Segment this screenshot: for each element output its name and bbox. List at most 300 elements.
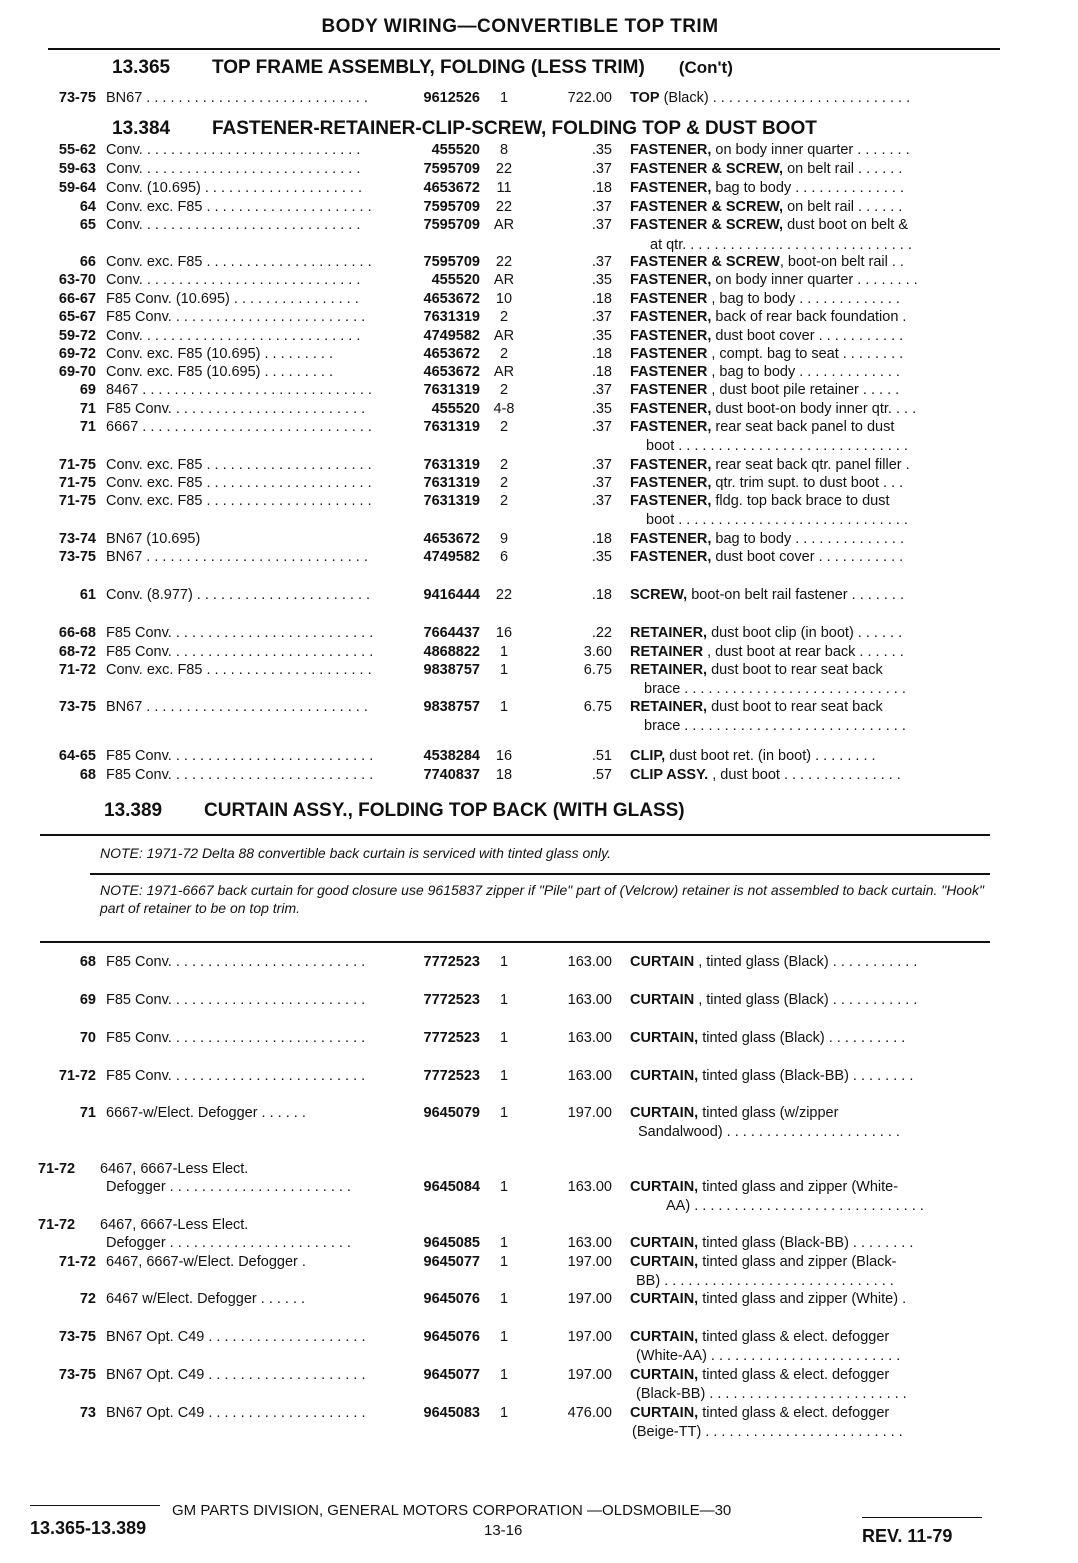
price: .51 bbox=[591, 748, 612, 764]
quantity: 1 bbox=[499, 699, 509, 715]
part-name: FASTENER, bbox=[630, 419, 712, 435]
header-rule bbox=[48, 48, 1000, 50]
part-name: FASTENER & SCREW bbox=[630, 254, 780, 270]
description-continuation: AA) . . . . . . . . . . . . . . . . . . . . . . . . . . . . . bbox=[666, 1198, 924, 1214]
price: .18 bbox=[591, 364, 612, 380]
part-number: 9416444 bbox=[423, 587, 480, 603]
table-row bbox=[0, 1253, 1000, 1271]
price: 197.00 bbox=[567, 1367, 612, 1383]
year-range: 68 bbox=[79, 767, 96, 783]
part-detail: , dust boot . . . . . . . . . . . . . . . bbox=[708, 767, 901, 783]
part-detail: on body inner quarter . . . . . . . . bbox=[711, 272, 918, 288]
quantity: 1 bbox=[499, 1030, 509, 1046]
model: F85 Conv. (10.695) . . . . . . . . . . . . . . . . bbox=[106, 291, 359, 307]
table-row bbox=[0, 271, 1000, 289]
model: BN67 (10.695) bbox=[106, 531, 201, 547]
table-row bbox=[0, 160, 1000, 178]
year-range: 73-75 bbox=[58, 90, 96, 106]
part-number: 9645076 bbox=[423, 1291, 480, 1307]
year-range: 66-67 bbox=[58, 291, 96, 307]
description bbox=[630, 1234, 998, 1252]
table-row bbox=[0, 1178, 1000, 1196]
part-name: FASTENER bbox=[630, 346, 708, 362]
part-detail: tinted glass (Black-BB) . . . . . . . . bbox=[698, 1235, 914, 1251]
part-detail: rear seat back panel to dust bbox=[711, 419, 895, 435]
description bbox=[630, 624, 998, 642]
quantity: 22 bbox=[495, 161, 513, 177]
quantity: 1 bbox=[499, 1068, 509, 1084]
part-detail: on belt rail . . . . . . bbox=[783, 161, 903, 177]
quantity: AR bbox=[493, 328, 515, 344]
part-name: TOP bbox=[630, 90, 660, 106]
year-range-prefix: 71-72 bbox=[38, 1161, 76, 1177]
table-row bbox=[0, 345, 1000, 363]
part-name: CURTAIN, bbox=[630, 1030, 699, 1046]
part-number: 7772523 bbox=[423, 1030, 480, 1046]
quantity: 1 bbox=[499, 954, 509, 970]
part-number: 7631319 bbox=[423, 475, 480, 491]
description-continuation: (Black-BB) . . . . . . . . . . . . . . . . . . . . . . . . . bbox=[636, 1386, 907, 1402]
year-range: 61 bbox=[79, 587, 96, 603]
price: .37 bbox=[591, 457, 612, 473]
description-continuation: brace . . . . . . . . . . . . . . . . . . . . . . . . . . . . bbox=[644, 718, 906, 734]
quantity: 1 bbox=[499, 1179, 509, 1195]
price: .35 bbox=[591, 401, 612, 417]
year-range: 68-72 bbox=[58, 644, 96, 660]
part-detail: dust boot clip (in boot) . . . . . . bbox=[707, 625, 903, 641]
part-name: CURTAIN, bbox=[630, 1235, 699, 1251]
table-row bbox=[0, 418, 1000, 436]
price: .37 bbox=[591, 309, 612, 325]
quantity: 8 bbox=[499, 142, 509, 158]
description bbox=[630, 216, 998, 234]
section-number: 13.389 bbox=[104, 800, 163, 821]
section-title: FASTENER-RETAINER-CLIP-SCREW, FOLDING TOP & DUST BOOT bbox=[212, 118, 817, 139]
model: 8467 . . . . . . . . . . . . . . . . . . . . . . . . . . . . . bbox=[106, 382, 372, 398]
part-number: 7595709 bbox=[423, 199, 480, 215]
part-number: 9645079 bbox=[423, 1105, 480, 1121]
price: 163.00 bbox=[567, 1068, 612, 1084]
description-continuation: brace . . . . . . . . . . . . . . . . . . . . . . . . . . . . bbox=[644, 681, 906, 697]
part-detail: , compt. bag to seat . . . . . . . . bbox=[707, 346, 904, 362]
quantity: 22 bbox=[495, 199, 513, 215]
part-number: 9838757 bbox=[423, 699, 480, 715]
part-name: FASTENER & SCREW, bbox=[630, 161, 784, 177]
quantity: 18 bbox=[495, 767, 513, 783]
description bbox=[630, 474, 998, 492]
quantity: AR bbox=[493, 272, 515, 288]
price: 6.75 bbox=[583, 662, 612, 678]
quantity: 2 bbox=[499, 419, 509, 435]
description bbox=[630, 1253, 998, 1271]
description bbox=[630, 766, 998, 784]
table-row bbox=[0, 747, 1000, 765]
year-range: 59-63 bbox=[58, 161, 96, 177]
part-number: 9645084 bbox=[423, 1179, 480, 1195]
part-detail: tinted glass (w/zipper bbox=[698, 1105, 839, 1121]
price: .35 bbox=[591, 142, 612, 158]
section-title: CURTAIN ASSY., FOLDING TOP BACK (WITH GLASS) bbox=[204, 800, 685, 821]
year-range: 73-75 bbox=[58, 1367, 96, 1383]
price: .35 bbox=[591, 272, 612, 288]
part-detail: tinted glass & elect. defogger bbox=[698, 1367, 890, 1383]
description-continuation: boot . . . . . . . . . . . . . . . . . . . . . . . . . . . . . bbox=[646, 512, 908, 528]
part-number: 4749582 bbox=[423, 328, 480, 344]
description bbox=[630, 308, 998, 326]
part-detail: tinted glass and zipper (Black- bbox=[698, 1254, 897, 1270]
part-number: 7595709 bbox=[423, 217, 480, 233]
part-name: RETAINER bbox=[630, 644, 704, 660]
part-detail: boot-on belt rail fastener . . . . . . . bbox=[687, 587, 905, 603]
part-detail: , boot-on belt rail . . bbox=[779, 254, 904, 270]
price: .37 bbox=[591, 419, 612, 435]
year-range: 64-65 bbox=[58, 748, 96, 764]
year-range: 71 bbox=[79, 1105, 96, 1121]
part-detail: (Black) . . . . . . . . . . . . . . . . . . . . . . . . . bbox=[659, 90, 911, 106]
part-name: CLIP ASSY. bbox=[630, 767, 709, 783]
description bbox=[630, 160, 998, 178]
part-number: 7772523 bbox=[423, 1068, 480, 1084]
quantity: 1 bbox=[499, 662, 509, 678]
price: 197.00 bbox=[567, 1254, 612, 1270]
part-name: CURTAIN, bbox=[630, 1068, 699, 1084]
model: F85 Conv. . . . . . . . . . . . . . . . . . . . . . . . . . bbox=[106, 644, 374, 660]
description bbox=[630, 327, 998, 345]
part-number: 9645076 bbox=[423, 1329, 480, 1345]
description-continuation: BB) . . . . . . . . . . . . . . . . . . . . . . . . . . . . . bbox=[636, 1273, 894, 1289]
price: 163.00 bbox=[567, 992, 612, 1008]
model: Conv. exc. F85 (10.695) . . . . . . . . . bbox=[106, 364, 333, 380]
model: BN67 Opt. C49 . . . . . . . . . . . . . . . . . . . . bbox=[106, 1405, 366, 1421]
part-name: FASTENER & SCREW, bbox=[630, 217, 784, 233]
part-number: 7631319 bbox=[423, 457, 480, 473]
price: .18 bbox=[591, 180, 612, 196]
quantity: AR bbox=[493, 217, 515, 233]
model: BN67 . . . . . . . . . . . . . . . . . . . . . . . . . . . . bbox=[106, 699, 368, 715]
year-range: 59-64 bbox=[58, 180, 96, 196]
footer-page-number: 13-16 bbox=[484, 1522, 523, 1539]
table-row bbox=[0, 290, 1000, 308]
model: Conv. exc. F85 . . . . . . . . . . . . . . . . . . . . . bbox=[106, 457, 372, 473]
part-number: 4749582 bbox=[423, 549, 480, 565]
part-detail: bag to body . . . . . . . . . . . . . . bbox=[711, 531, 904, 547]
table-row bbox=[0, 198, 1000, 216]
table-row bbox=[0, 308, 1000, 326]
model: Conv. . . . . . . . . . . . . . . . . . . . . . . . . . . . bbox=[106, 142, 361, 158]
part-number: 455520 bbox=[431, 272, 480, 288]
model: F85 Conv. . . . . . . . . . . . . . . . . . . . . . . . . bbox=[106, 1030, 366, 1046]
year-range: 71 bbox=[79, 419, 96, 435]
part-number: 9838757 bbox=[423, 662, 480, 678]
part-name: CURTAIN bbox=[630, 992, 695, 1008]
price: .35 bbox=[591, 328, 612, 344]
description bbox=[630, 548, 998, 566]
part-number: 4653672 bbox=[423, 531, 480, 547]
price: 163.00 bbox=[567, 1030, 612, 1046]
model: F85 Conv. . . . . . . . . . . . . . . . . . . . . . . . . . bbox=[106, 767, 374, 783]
table-row bbox=[0, 141, 1000, 159]
model: Conv. exc. F85 . . . . . . . . . . . . . . . . . . . . . bbox=[106, 662, 372, 678]
table-row bbox=[0, 766, 1000, 784]
quantity: AR bbox=[493, 364, 515, 380]
part-number: 4538284 bbox=[423, 748, 480, 764]
model: F85 Conv. . . . . . . . . . . . . . . . . . . . . . . . . bbox=[106, 309, 366, 325]
page-title: BODY WIRING—CONVERTIBLE TOP TRIM bbox=[321, 16, 719, 37]
model: Conv. exc. F85 . . . . . . . . . . . . . . . . . . . . . bbox=[106, 254, 372, 270]
part-name: CURTAIN, bbox=[630, 1179, 699, 1195]
table-row bbox=[0, 1290, 1000, 1308]
year-range: 70 bbox=[79, 1030, 96, 1046]
quantity: 2 bbox=[499, 346, 509, 362]
part-detail: qtr. trim supt. to dust boot . . . bbox=[711, 475, 904, 491]
note-zipper: NOTE: 1971-6667 back curtain for good closure use 9615837 zipper if "Pile" part of (Velcrow) retainer is not assembled to back curtain. "Hook" part of retainer to be on top trim. bbox=[100, 882, 984, 916]
description-continuation: Sandalwood) . . . . . . . . . . . . . . . . . . . . . . bbox=[638, 1124, 900, 1140]
price: .37 bbox=[591, 199, 612, 215]
quantity: 1 bbox=[499, 1291, 509, 1307]
section-number: 13.365 bbox=[112, 57, 171, 78]
part-number: 7631319 bbox=[423, 419, 480, 435]
model: F85 Conv. . . . . . . . . . . . . . . . . . . . . . . . . . bbox=[106, 748, 374, 764]
part-detail: , dust boot pile retainer . . . . . bbox=[707, 382, 900, 398]
year-range: 69-72 bbox=[58, 346, 96, 362]
description bbox=[630, 1104, 998, 1122]
part-name: SCREW, bbox=[630, 587, 688, 603]
model: Defogger . . . . . . . . . . . . . . . . . . . . . . . bbox=[106, 1179, 351, 1195]
year-range: 73-74 bbox=[58, 531, 96, 547]
table-row bbox=[0, 381, 1000, 399]
price: .57 bbox=[591, 767, 612, 783]
year-range: 66 bbox=[79, 254, 96, 270]
model: F85 Conv. . . . . . . . . . . . . . . . . . . . . . . . . . bbox=[106, 625, 374, 641]
description bbox=[630, 400, 998, 418]
description-continuation: (Beige-TT) . . . . . . . . . . . . . . . . . . . . . . . . . bbox=[632, 1424, 903, 1440]
table-row bbox=[0, 456, 1000, 474]
description bbox=[630, 1178, 998, 1196]
note-rule-top bbox=[40, 834, 990, 836]
part-detail: fldg. top back brace to dust bbox=[711, 493, 890, 509]
description-continuation: at qtr. . . . . . . . . . . . . . . . . . . . . . . . . . . . . bbox=[650, 237, 912, 253]
part-name: CURTAIN, bbox=[630, 1367, 699, 1383]
footer-division: GM PARTS DIVISION, GENERAL MOTORS CORPORATION —OLDSMOBILE—30 bbox=[172, 1502, 732, 1519]
description bbox=[630, 1328, 998, 1346]
price: .22 bbox=[591, 625, 612, 641]
year-range: 71-72 bbox=[58, 662, 96, 678]
section-heading-13365 bbox=[112, 57, 733, 79]
part-name: FASTENER & SCREW, bbox=[630, 199, 784, 215]
model: Conv. (10.695) . . . . . . . . . . . . . . . . . . . . bbox=[106, 180, 362, 196]
year-range: 73 bbox=[79, 1405, 96, 1421]
footer-rule-left bbox=[30, 1505, 160, 1506]
part-name: FASTENER, bbox=[630, 272, 712, 288]
table-row bbox=[0, 991, 1000, 1009]
description-continuation: (White-AA) . . . . . . . . . . . . . . . . . . . . . . . . bbox=[636, 1348, 901, 1364]
description bbox=[630, 141, 998, 159]
part-detail: tinted glass & elect. defogger bbox=[698, 1329, 890, 1345]
part-detail: dust boot to rear seat back bbox=[707, 699, 883, 715]
part-number: 4653672 bbox=[423, 180, 480, 196]
quantity: 22 bbox=[495, 587, 513, 603]
table-row bbox=[0, 1104, 1000, 1122]
part-detail: tinted glass (Black-BB) . . . . . . . . bbox=[698, 1068, 914, 1084]
part-name: FASTENER, bbox=[630, 401, 712, 417]
footer-rule-right bbox=[862, 1517, 982, 1518]
part-detail: tinted glass & elect. defogger bbox=[698, 1405, 890, 1421]
table-row bbox=[0, 363, 1000, 381]
model: BN67 Opt. C49 . . . . . . . . . . . . . . . . . . . . bbox=[106, 1367, 366, 1383]
quantity: 2 bbox=[499, 493, 509, 509]
table-row bbox=[0, 1328, 1000, 1346]
part-detail: dust boot on belt & bbox=[783, 217, 909, 233]
part-detail: dust boot ret. (in boot) . . . . . . . . bbox=[665, 748, 876, 764]
part-number: 455520 bbox=[431, 401, 480, 417]
quantity: 2 bbox=[499, 475, 509, 491]
quantity: 1 bbox=[499, 1329, 509, 1345]
year-range: 71-75 bbox=[58, 493, 96, 509]
part-detail: , dust boot at rear back . . . . . . bbox=[703, 644, 904, 660]
year-range: 73-75 bbox=[58, 549, 96, 565]
year-range: 63-70 bbox=[58, 272, 96, 288]
price: .18 bbox=[591, 587, 612, 603]
part-detail: dust boot cover . . . . . . . . . . . bbox=[711, 328, 904, 344]
price: 163.00 bbox=[567, 954, 612, 970]
table-row bbox=[0, 698, 1000, 716]
section-number: 13.384 bbox=[112, 118, 171, 139]
table-row bbox=[0, 474, 1000, 492]
description bbox=[630, 1404, 998, 1422]
description bbox=[630, 363, 998, 381]
year-range: 71 bbox=[79, 401, 96, 417]
year-range: 73-75 bbox=[58, 699, 96, 715]
model: Conv. exc. F85 . . . . . . . . . . . . . . . . . . . . . bbox=[106, 475, 372, 491]
part-name: CURTAIN, bbox=[630, 1105, 699, 1121]
part-detail: , tinted glass (Black) . . . . . . . . . . . bbox=[694, 954, 918, 970]
part-number: 7631319 bbox=[423, 493, 480, 509]
note-rule-bottom bbox=[40, 941, 990, 943]
part-number: 455520 bbox=[431, 142, 480, 158]
description bbox=[630, 643, 998, 661]
part-number: 9645085 bbox=[423, 1235, 480, 1251]
part-detail: tinted glass and zipper (White) . bbox=[698, 1291, 907, 1307]
price: .37 bbox=[591, 382, 612, 398]
table-row bbox=[0, 586, 1000, 604]
year-range: 71-75 bbox=[58, 475, 96, 491]
description bbox=[630, 290, 998, 308]
part-detail: tinted glass (Black) . . . . . . . . . . bbox=[698, 1030, 906, 1046]
part-name: CURTAIN, bbox=[630, 1405, 699, 1421]
year-range: 64 bbox=[79, 199, 96, 215]
price: .18 bbox=[591, 346, 612, 362]
part-detail: on belt rail . . . . . . bbox=[783, 199, 903, 215]
price: 197.00 bbox=[567, 1105, 612, 1121]
table-row bbox=[0, 1404, 1000, 1422]
part-name: CURTAIN, bbox=[630, 1329, 699, 1345]
part-number: 9645077 bbox=[423, 1254, 480, 1270]
description bbox=[630, 492, 998, 510]
description bbox=[630, 586, 998, 604]
quantity: 4-8 bbox=[493, 401, 515, 417]
quantity: 22 bbox=[495, 254, 513, 270]
description bbox=[630, 179, 998, 197]
table-row bbox=[0, 327, 1000, 345]
model: 6467 w/Elect. Defogger . . . . . . bbox=[106, 1291, 306, 1307]
model: Conv. exc. F85 . . . . . . . . . . . . . . . . . . . . . bbox=[106, 199, 372, 215]
description bbox=[630, 698, 998, 716]
price: 476.00 bbox=[567, 1405, 612, 1421]
part-number: 9645083 bbox=[423, 1405, 480, 1421]
table-row bbox=[0, 179, 1000, 197]
table-row bbox=[0, 253, 1000, 271]
part-detail: , bag to body . . . . . . . . . . . . . bbox=[707, 291, 900, 307]
model: F85 Conv. . . . . . . . . . . . . . . . . . . . . . . . . bbox=[106, 954, 366, 970]
quantity: 1 bbox=[499, 1254, 509, 1270]
part-name: FASTENER, bbox=[630, 142, 712, 158]
description bbox=[630, 1290, 998, 1308]
model: BN67 . . . . . . . . . . . . . . . . . . . . . . . . . . . . bbox=[106, 90, 368, 106]
year-range: 59-72 bbox=[58, 328, 96, 344]
part-detail: on body inner quarter . . . . . . . bbox=[711, 142, 910, 158]
footer-revision: REV. 11-79 bbox=[862, 1526, 953, 1546]
table-row bbox=[0, 953, 1000, 971]
part-number: 7664437 bbox=[423, 625, 480, 641]
quantity: 1 bbox=[499, 992, 509, 1008]
part-number: 9645077 bbox=[423, 1367, 480, 1383]
table-row bbox=[0, 1366, 1000, 1384]
table-row bbox=[0, 1029, 1000, 1047]
year-range: 71-72 bbox=[58, 1254, 96, 1270]
description bbox=[630, 953, 998, 971]
section-heading-13389 bbox=[104, 800, 685, 822]
description bbox=[630, 991, 998, 1009]
year-range: 65-67 bbox=[58, 309, 96, 325]
part-name: FASTENER bbox=[630, 382, 708, 398]
description bbox=[630, 747, 998, 765]
model: Conv. exc. F85 . . . . . . . . . . . . . . . . . . . . . bbox=[106, 493, 372, 509]
quantity: 1 bbox=[499, 1367, 509, 1383]
part-detail: bag to body . . . . . . . . . . . . . . bbox=[711, 180, 904, 196]
table-row bbox=[0, 548, 1000, 566]
model: Conv. exc. F85 (10.695) . . . . . . . . . bbox=[106, 346, 333, 362]
part-name: CURTAIN bbox=[630, 954, 695, 970]
quantity: 16 bbox=[495, 748, 513, 764]
price: .37 bbox=[591, 217, 612, 233]
section-heading-13384 bbox=[112, 118, 817, 140]
description bbox=[630, 198, 998, 216]
price: 163.00 bbox=[567, 1235, 612, 1251]
part-detail: , bag to body . . . . . . . . . . . . . bbox=[707, 364, 900, 380]
table-row bbox=[0, 661, 1000, 679]
model: 6667-w/Elect. Defogger . . . . . . bbox=[106, 1105, 306, 1121]
part-name: FASTENER bbox=[630, 364, 708, 380]
quantity: 1 bbox=[499, 1405, 509, 1421]
year-range: 68 bbox=[79, 954, 96, 970]
quantity: 1 bbox=[499, 644, 509, 660]
description bbox=[630, 381, 998, 399]
section-title: TOP FRAME ASSEMBLY, FOLDING (LESS TRIM) bbox=[212, 57, 645, 78]
part-name: FASTENER, bbox=[630, 180, 712, 196]
price: 722.00 bbox=[567, 90, 612, 106]
model: F85 Conv. . . . . . . . . . . . . . . . . . . . . . . . . bbox=[106, 401, 366, 417]
description bbox=[630, 271, 998, 289]
model: Conv. . . . . . . . . . . . . . . . . . . . . . . . . . . . bbox=[106, 328, 361, 344]
part-name: CURTAIN, bbox=[630, 1291, 699, 1307]
part-number: 4653672 bbox=[423, 291, 480, 307]
part-number: 4653672 bbox=[423, 346, 480, 362]
table-row bbox=[0, 216, 1000, 234]
table-row bbox=[0, 1234, 1000, 1252]
section-continued: (Con't) bbox=[678, 58, 733, 77]
part-name: RETAINER, bbox=[630, 625, 708, 641]
part-number: 7772523 bbox=[423, 954, 480, 970]
